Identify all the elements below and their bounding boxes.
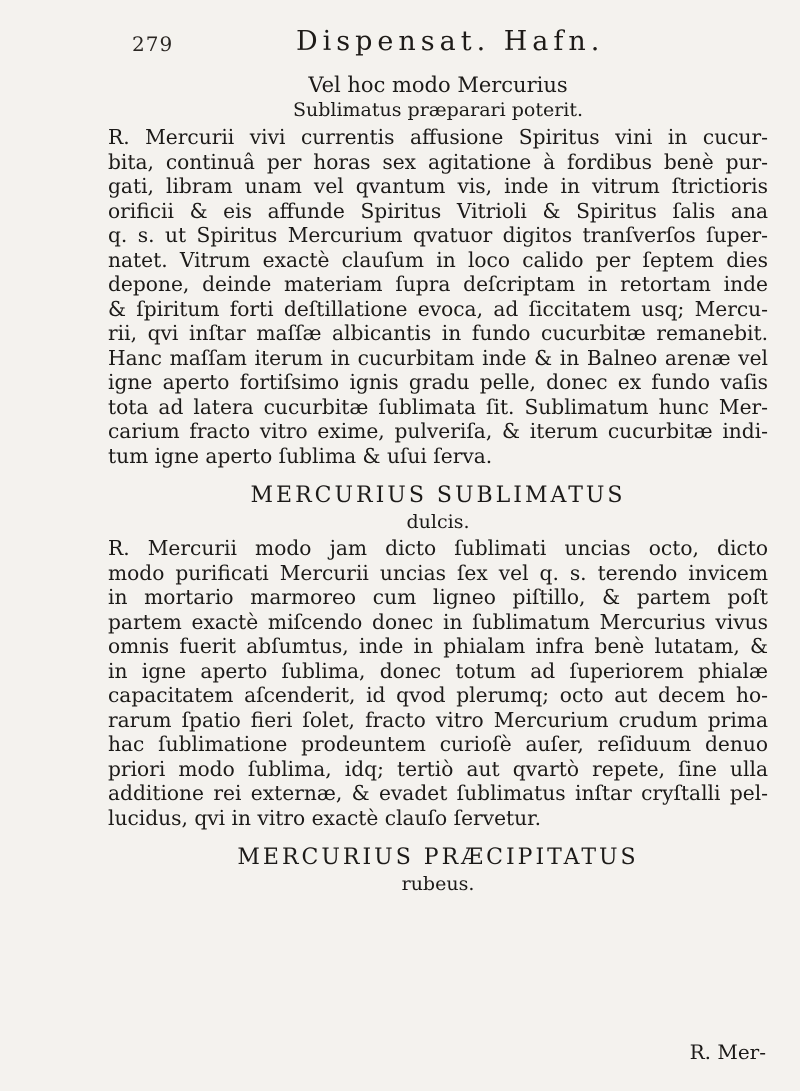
catchword: R. Mer- (689, 1040, 766, 1064)
page-number: 279 (132, 32, 174, 56)
recipe-title: Vel hoc modo Mercurius (308, 73, 568, 97)
text-line: in mortario marmoreo cum ligneo piſtillo, & partem poſt (108, 585, 768, 609)
paragraph-2 (108, 536, 768, 830)
text-line: orificii & eis affunde Spiritus Vitrioli & Spiritus ſalis ana (108, 198, 768, 223)
text-body (108, 72, 768, 898)
text-line: carium fracto vitro exime, pulveriſa, & iterum cucurbitæ indi- (108, 419, 768, 443)
text-line: q. s. ut Spiritus Mercurium qvatuor digitos tranſverſos ſuper- (108, 223, 768, 247)
text-line: priori modo ſublima, idq; tertiò aut qvartò repete, ſine ulla (108, 756, 768, 781)
running-head: Dispensat. Hafn. (296, 26, 605, 57)
text-line: igne aperto fortiſsimo ignis gradu pelle, donec ex fundo vaſis (108, 370, 768, 394)
section-subheading: dulcis. (406, 511, 470, 533)
text-line: gati, libram unam vel qvantum vis, inde in vitrum ſtrictioris (108, 174, 768, 198)
text-line: R. Mercurii modo jam dicto ſublimati uncias octo, dicto (108, 536, 768, 560)
text-line: R. Mercurii vivi currentis affusione Spiritus vini in cucur- (108, 125, 768, 149)
section-heading: MERCURIUS PRÆCIPITATUS (237, 845, 639, 870)
text-line: rarum ſpatio fieri ſolet, fracto vitro Mercurium crudum prima (108, 707, 768, 732)
text-line: natet. Vitrum exactè clauſum in loco calido per ſeptem dies (108, 247, 768, 272)
text-line: tum igne aperto ſublima & uſui ſerva. (108, 443, 493, 468)
section-heading: MERCURIUS SUBLIMATUS (250, 483, 626, 508)
text-line: omnis fuerit abſumtus, inde in phialam infra benè lutatam, & (108, 634, 768, 658)
text-line: Hanc maſſam iterum in cucurbitam inde & in Balneo arenæ vel (108, 345, 768, 370)
text-line: & ſpiritum forti deſtillatione evoca, ad ſiccitatem usq; Mercu- (108, 296, 768, 321)
recipe-title-continuation: Sublimatus præparari poterit. (292, 99, 584, 121)
text-line: hac ſublimatione prodeuntem curioſè auſer, reſiduum denuo (108, 732, 768, 756)
text-line: lucidus, qvi in vitro exactè clauſo ſervetur. (108, 805, 541, 830)
text-line: depone, deinde materiam ſupra deſcriptam in retortam inde (108, 272, 768, 296)
text-line: tota ad latera cucurbitæ ſublimata ſit. Sublimatum hunc Mer- (108, 394, 768, 419)
text-line: additione rei externæ, & evadet ſublimatus inſtar cryſtalli pel- (108, 781, 768, 805)
text-line: capacitatem aſcenderit, id qvod plerumq; octo aut decem ho- (108, 683, 768, 707)
text-line: in igne aperto ſublima, donec totum ad ſuperiorem phialæ (108, 658, 768, 683)
text-line: bita, continuâ per horas sex agitatione à fordibus benè pur- (108, 149, 768, 174)
page-header (132, 22, 752, 66)
text-line: modo purificati Mercurii uncias ſex vel q. s. terendo invicem (108, 560, 768, 585)
paragraph-1 (108, 125, 768, 468)
section-subheading: rubeus. (401, 873, 475, 895)
text-line: rii, qvi inſtar maſſæ albicantis in fundo cucurbitæ remanebit. (108, 321, 768, 345)
text-line: partem exactè miſcendo donec in ſublimatum Mercurius vivus (108, 609, 768, 634)
